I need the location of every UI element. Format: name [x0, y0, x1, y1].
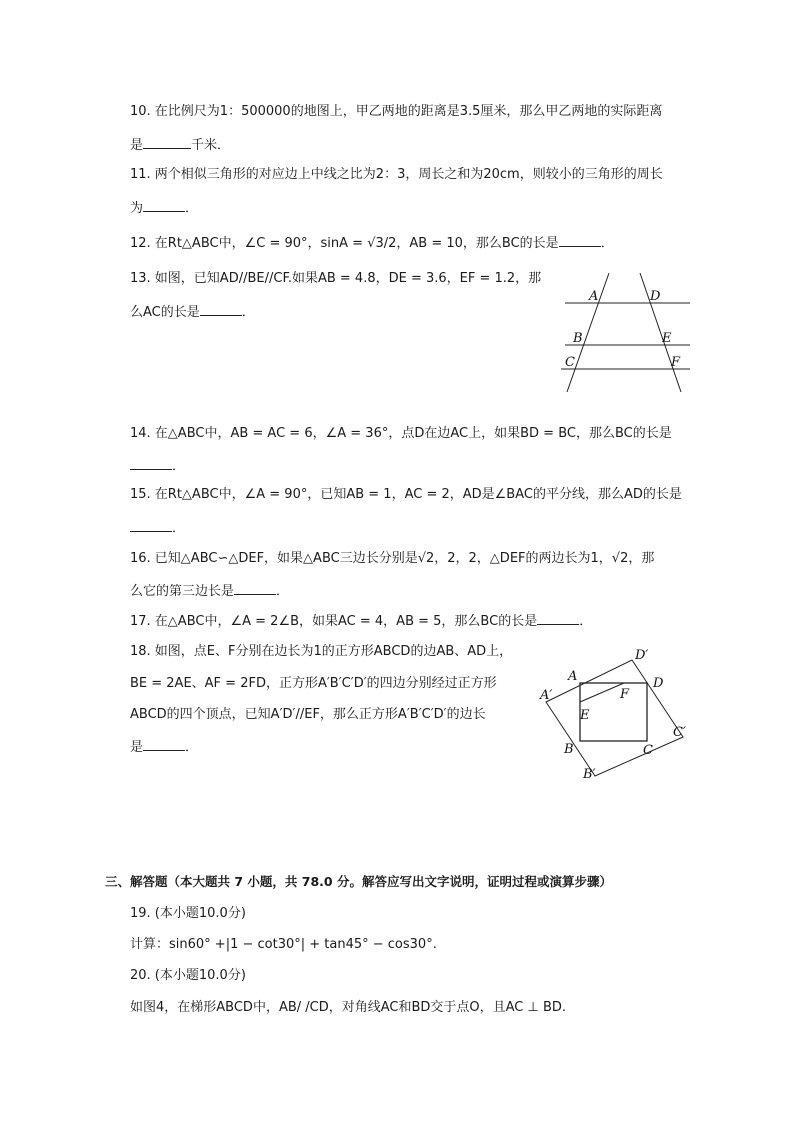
point-label-c-prime: C′: [673, 725, 686, 740]
q19-body: 计算：sin60° +|1 − cot30°| + tan45° − cos30°.: [130, 937, 437, 952]
answer-blank[interactable]: [200, 301, 242, 316]
q20-header: 20. (本小题10.0分): [130, 968, 246, 983]
point-label-a-prime: A′: [540, 688, 553, 703]
q18-line1: 18. 如图，点E、F分别在边长为1的正方形ABCD的边AB、AD上，: [130, 644, 513, 659]
q18-line2: BE = 2AE、AF = 2FD，正方形A′B′C′D′的四边分别经过正方形: [130, 676, 497, 691]
point-label-e: E: [662, 331, 672, 346]
q18-suffix: ．: [185, 740, 199, 755]
point-label-b: B: [564, 742, 574, 757]
q20-body: 如图4，在梯形ABCD中，AB/ /CD，对角线AC和BD交于点O，且AC ⊥ BD.: [130, 1000, 567, 1015]
q13-line2: [130, 301, 255, 323]
q17-suffix: ．: [579, 614, 593, 629]
q17-text: 17. 在△ABC中，∠A = 2∠B，如果AC = 4，AB = 5，那么BC的长是: [130, 614, 538, 629]
q16-suffix: ．: [276, 584, 290, 599]
q11-line1: 11. 两个相似三角形的对应边上中线之比为2：3，周长之和为20cm，则较小的三角形的周长: [130, 167, 663, 182]
q10-line2: [130, 134, 230, 156]
q12-line: [130, 232, 614, 254]
q13-prefix: 么AC的长是: [130, 305, 200, 320]
q10-suffix: 千米．: [191, 138, 231, 153]
q16-line1: 16. 已知△ABC∽△DEF，如果△ABC三边长分别是√2，2，2，△DEF的两边长为1，√2，那: [130, 551, 655, 566]
q12-text: 12. 在Rt△ABC中，∠C = 90°，sinA = √3/2，AB = 10，那么BC的长是: [130, 236, 559, 251]
q13-suffix: ．: [241, 305, 255, 320]
q15-suffix: ．: [172, 521, 186, 536]
point-label-a: A: [589, 289, 599, 304]
answer-blank[interactable]: [143, 134, 191, 149]
point-label-b-prime: B′: [583, 767, 596, 782]
q18-figure-squares: [535, 640, 695, 788]
answer-blank[interactable]: [537, 610, 579, 625]
q15-line2: [130, 517, 185, 539]
q14-line2: [130, 455, 185, 477]
q18-line4: [130, 736, 198, 758]
q11-prefix: 为: [130, 201, 144, 216]
point-label-c: C: [643, 743, 653, 758]
q16-prefix: 么它的第三边长是: [130, 584, 235, 599]
q11-suffix: ．: [185, 201, 199, 216]
inner-square: [580, 683, 647, 741]
point-label-d: D: [650, 289, 661, 304]
q17-line: [130, 610, 592, 632]
point-label-a: A: [568, 669, 578, 684]
transversal-right: [640, 273, 681, 392]
q16-line2: [130, 580, 289, 602]
q13-line1: 13. 如图，已知AD//BE//CF.如果AB = 4.8，DE = 3.6，EF = 1.2，那: [130, 271, 542, 286]
answer-blank[interactable]: [130, 517, 172, 532]
q10-prefix: 是: [130, 138, 144, 153]
point-label-c: C: [565, 355, 575, 370]
section-heading: 三、解答题（本大题共 7 小题，共 78.0 分。解答应写出文字说明，证明过程或演算步骤）: [105, 874, 612, 889]
point-label-f: F: [620, 687, 630, 702]
answer-blank[interactable]: [234, 580, 276, 595]
point-label-e: E: [580, 708, 590, 723]
q15-line1: 15. 在Rt△ABC中，∠A = 90°，已知AB = 1，AC = 2，AD是∠BAC的平分线，那么AD的长是: [130, 487, 682, 502]
segment-ef: [580, 683, 624, 702]
answer-blank[interactable]: [143, 736, 185, 751]
point-label-d-prime: D′: [635, 648, 649, 663]
q18-prefix: 是: [130, 740, 144, 755]
answer-blank[interactable]: [130, 455, 172, 470]
answer-blank[interactable]: [143, 197, 185, 212]
point-label-b: B: [573, 331, 583, 346]
q14-suffix: ．: [172, 459, 186, 474]
q10-line1: 10. 在比例尺为1：500000的地图上，甲乙两地的距离是3.5厘米，那么甲乙两地的实际距离: [130, 104, 663, 119]
q13-figure-parallel-lines: [555, 268, 695, 396]
q18-line3: ABCD的四个顶点，已知A′D′//EF，那么正方形A′B′C′D′的边长: [130, 707, 486, 722]
q14-line1: 14. 在△ABC中，AB = AC = 6，∠A = 36°，点D在边AC上，如果BD = BC，那么BC的长是: [130, 426, 672, 441]
point-label-d: D: [653, 676, 664, 691]
q11-line2: [130, 197, 198, 219]
q12-suffix: ．: [600, 236, 614, 251]
point-label-f: F: [671, 355, 681, 370]
q19-header: 19. (本小题10.0分): [130, 906, 246, 921]
answer-blank[interactable]: [559, 232, 601, 247]
